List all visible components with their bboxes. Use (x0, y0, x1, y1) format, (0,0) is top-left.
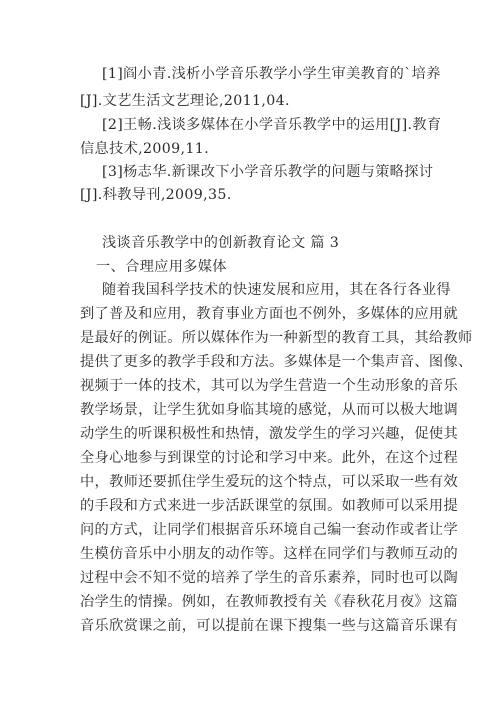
paragraph-line: 中，教师还要抓住学生爱玩的这个特点，可以采取一些有效 (80, 474, 458, 490)
reference-3-line-1: [3]杨志华.新课改下小学音乐教学的问题与策略探讨 (102, 164, 434, 180)
paragraph-line: 提供了更多的教学手段和方法。多媒体是一个集声音、图像、 (80, 354, 473, 370)
paragraph-line: 教学场景，让学生犹如身临其境的感觉，从而可以极大地调 (80, 402, 458, 418)
reference-1-line-2: [J].文艺生活文艺理论,2011,04. (80, 93, 290, 109)
article-title: 浅谈音乐教学中的创新教育论文 篇 3 (102, 235, 340, 251)
paragraph-line: 到了普及和应用，教育事业方面也不例外，多媒体的应用就 (80, 306, 458, 322)
reference-2-line-1: [2]王畅.浅谈多媒体在小学音乐教学中的运用[J].教育 (102, 117, 442, 133)
paragraph-line: 过程中会不知不觉的培养了学生的音乐素养，同时也可以陶 (80, 570, 458, 586)
paragraph-line: 的手段和方式来进一步活跃课堂的氛围。如教师可以采用提 (80, 498, 458, 514)
section-heading: 一、合理应用多媒体 (96, 259, 227, 275)
reference-3-line-2: [J].科教导刊,2009,35. (80, 187, 232, 203)
paragraph-line: 随着我国科学技术的快速发展和应用，其在各行各业得 (102, 282, 451, 298)
paragraph-line: 视频于一体的技术，其可以为学生营造一个生动形象的音乐 (80, 378, 458, 394)
paragraph-line: 是最好的例证。所以媒体作为一种新型的教育工具，其给教师 (80, 330, 473, 346)
paragraph-line: 冶学生的情操。例如，在教师教授有关《春秋花月夜》这篇 (80, 594, 458, 610)
paragraph-line: 全身心地参与到课堂的讨论和学习中来。此外，在这个过程 (80, 450, 458, 466)
paragraph-line: 音乐欣赏课之前，可以提前在课下搜集一些与这篇音乐课有 (80, 618, 458, 634)
paragraph-line: 生模仿音乐中小朋友的动作等。这样在同学们与教师互动的 (80, 546, 458, 562)
paragraph-line: 动学生的听课积极性和热情，激发学生的学习兴趣，促使其 (80, 426, 458, 442)
reference-1-line-1: [1]阎小青.浅析小学音乐教学小学生审美教育的`培养 (102, 66, 441, 82)
reference-2-line-2: 信息技术,2009,11. (80, 141, 209, 157)
paragraph-line: 问的方式，让同学们根据音乐环境自己编一套动作或者让学 (80, 522, 458, 538)
